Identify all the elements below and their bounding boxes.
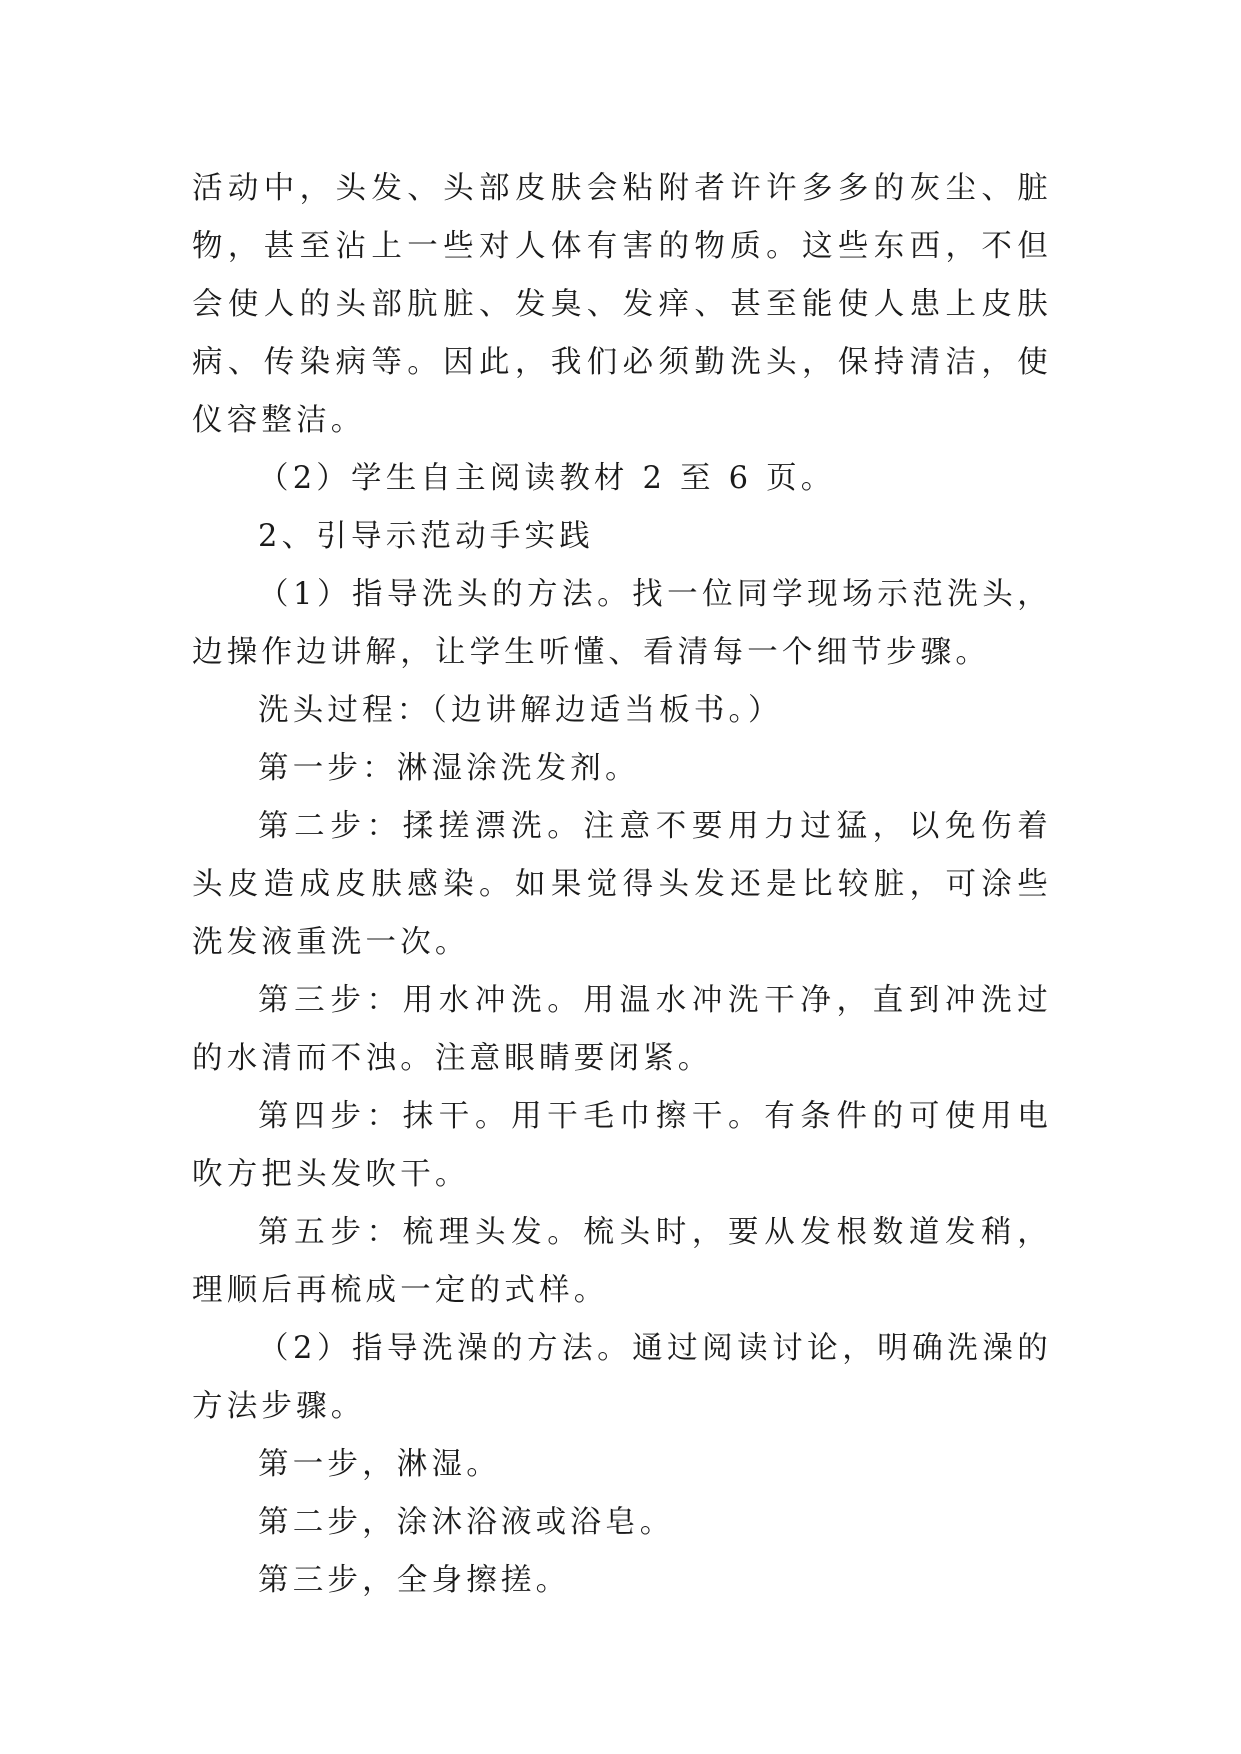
step-2-hair: 第二步：揉搓漂洗。注意不要用力过猛，以免伤着头皮造成皮肤感染。如果觉得头发还是比较脏，可涂些洗发液重洗一次。	[192, 809, 1052, 960]
step-4-hair: 第四步：抹干。用干毛巾擦干。有条件的可使用电吹方把头发吹干。	[192, 1099, 1052, 1192]
step-2-bath: 第二步，涂沐浴液或浴皂。	[258, 1505, 675, 1540]
step-3-hair: 第三步：用水冲洗。用温水冲洗干净，直到冲洗过的水清而不浊。注意眼睛要闭紧。	[192, 983, 1052, 1076]
step-1-hair: 第一步：淋湿涂洗发剂。	[258, 751, 640, 786]
document-body	[192, 160, 1052, 1610]
paragraph-reading-task: （2）学生自主阅读教材 2 至 6 页。	[258, 461, 836, 496]
step-3-bath: 第三步，全身擦搓。	[258, 1563, 571, 1598]
paragraph-bathing-guide: （2）指导洗澡的方法。通过阅读讨论，明确洗澡的方法步骤。	[192, 1331, 1052, 1424]
paragraph-intro: 活动中，头发、头部皮肤会粘附者许许多多的灰尘、脏物，甚至沾上一些对人体有害的物质。这些东西，不但会使人的头部肮脏、发臭、发痒、甚至能使人患上皮肤病、传染病等。因此，我们必须勤洗头，保持清洁，使仪容整洁。	[192, 171, 1052, 438]
step-1-bath: 第一步，淋湿。	[258, 1447, 501, 1482]
section-heading-practice: 2、引导示范动手实践	[258, 519, 594, 554]
step-5-hair: 第五步：梳理头发。梳头时，要从发根数道发稍，理顺后再梳成一定的式样。	[192, 1215, 1052, 1308]
paragraph-hair-washing-process: 洗头过程：（边讲解边适当板书。）	[258, 693, 783, 728]
paragraph-hair-washing-guide: （1）指导洗头的方法。找一位同学现场示范洗头，边操作边讲解，让学生听懂、看清每一个细节步骤。	[192, 577, 1052, 670]
